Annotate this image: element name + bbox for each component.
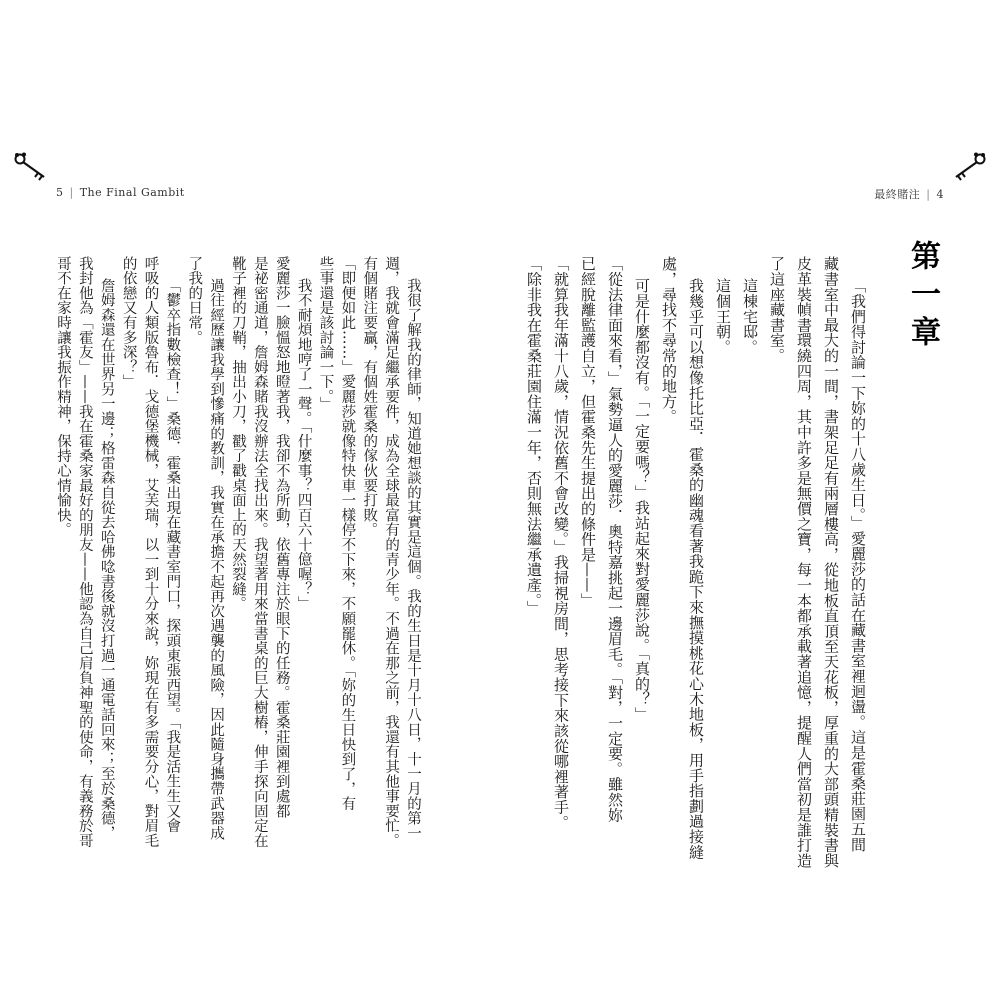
text-column: 的依戀又有多深？」	[120, 256, 137, 390]
text-column: 愛麗莎一臉慍怒地瞪著我，我卻不為所動，依舊專注於眼下的任務。霍桑莊園裡到處都	[273, 256, 290, 819]
key-icon	[952, 152, 986, 182]
text-column: 處，尋找不尋常的地方。	[660, 256, 678, 425]
text-column: 是祕密通道，詹姆森賭我沒辦法全找出來。我望著用來當書桌的巨大樹樁，伸手探向固定在	[251, 256, 268, 848]
text-column: 靴子裡的刀鞘，抽出小刀，戳了戳桌面上的天然裂縫。	[230, 256, 246, 612]
text-column: 呼吸的人類版魯布．戈德堡機械，艾芙瑞，以一到十分來說，妳現在有多需要分心，對眉毛	[142, 256, 159, 848]
text-column: 「除非我在霍桑莊園住滿一年，否則無法繼承遺產。」	[525, 256, 543, 616]
text-column: 我封他為「霍友」——我在霍桑家最好的朋友——他認為自己肩負神聖的使命，有義務於哥	[76, 256, 93, 848]
right-page-number: 4	[936, 188, 944, 201]
text-column: 「即便如此……」愛麗莎就像特快車一樣停不下來，不願罷休。「妳的生日快到了，有	[339, 256, 356, 812]
text-column: 可是什麼都沒有。「一定要嗎？」我站起來對愛麗莎說。「真的？」	[633, 278, 651, 722]
left-running-header	[56, 186, 185, 199]
text-column: 哥不在家時讓我振作精神，保持心情愉快。	[55, 256, 71, 538]
text-column: 「鬱卒指數檢查！」桑德．霍桑出現在藏書室門口，探頭東張西望。「我是活生生又會	[164, 278, 181, 834]
text-column: 有個賭注要贏，有個姓霍桑的傢伙要打敗。	[361, 256, 378, 538]
text-column: 皮革裝幀書環繞四周，其中許多是無價之寶，每一本都承載著追憶，提醒人們當初是誰打造	[795, 256, 813, 868]
text-column: 了我的日常。	[186, 256, 203, 345]
text-column: 「就算我年滿十八歲，情況依舊不會改變。」我掃視房間，思考接下來該從哪裡著手。	[552, 256, 570, 830]
text-column: 週，我就會滿足繼承要件，成為全球最富有的青少年。不過在那之前，我還有其他事要忙。	[383, 256, 400, 848]
text-column: 這個王朝。	[714, 278, 732, 355]
header-separator: |	[69, 186, 74, 199]
text-column: 過往經歷讓我學到慘痛的教訓，我實在承擔不起再次遇襲的風險，因此隨身攜帶武器成	[208, 278, 225, 841]
header-separator: |	[926, 188, 931, 201]
left-book-title: The Final Gambit	[79, 186, 185, 199]
right-running-header	[874, 186, 944, 202]
chapter-title: 第一章	[905, 240, 940, 354]
left-page-number: 5	[56, 186, 64, 199]
text-column: 藏書室中最大的一間，書架足足有兩層樓高，從地板直頂至天花板，厚重的大部頭精裝書與	[822, 256, 840, 868]
text-column: 「我們得討論一下妳的十八歲生日。」愛麗莎的話在藏書室裡迴盪。這是霍桑莊園五間	[849, 278, 867, 852]
text-column: 我幾乎可以想像托比亞．霍桑的幽魂看著我跪下來撫摸桃花心木地板，用手指劃過接縫	[687, 278, 705, 860]
text-column: 「從法律面來看，」氣勢逼人的愛麗莎．奧特嘉挑起一邊眉毛。「對，一定要。雖然妳	[606, 256, 624, 823]
text-column: 我很了解我的律師，知道她想談的其實是這個。我的生日是十月十八日，十一月的第一	[405, 278, 421, 841]
right-book-title: 最終賭注	[874, 188, 921, 201]
text-column: 已經脫離監護自立，但霍桑先生提出的條件是——」	[579, 256, 597, 608]
text-column: 這棟宅邸。	[741, 278, 759, 355]
text-column: 了這座藏書室。	[768, 256, 786, 364]
text-column: 我不耐煩地哼了一聲。「什麼事？四百六十億喔？」	[295, 278, 312, 612]
key-icon	[14, 152, 48, 182]
text-column: 些事還是該討論一下。」	[317, 256, 334, 412]
text-column: 詹姆森還在世界另一邊；格雷森自從去哈佛唸書後就沒打過一通電話回來；至於桑德，	[98, 278, 115, 841]
